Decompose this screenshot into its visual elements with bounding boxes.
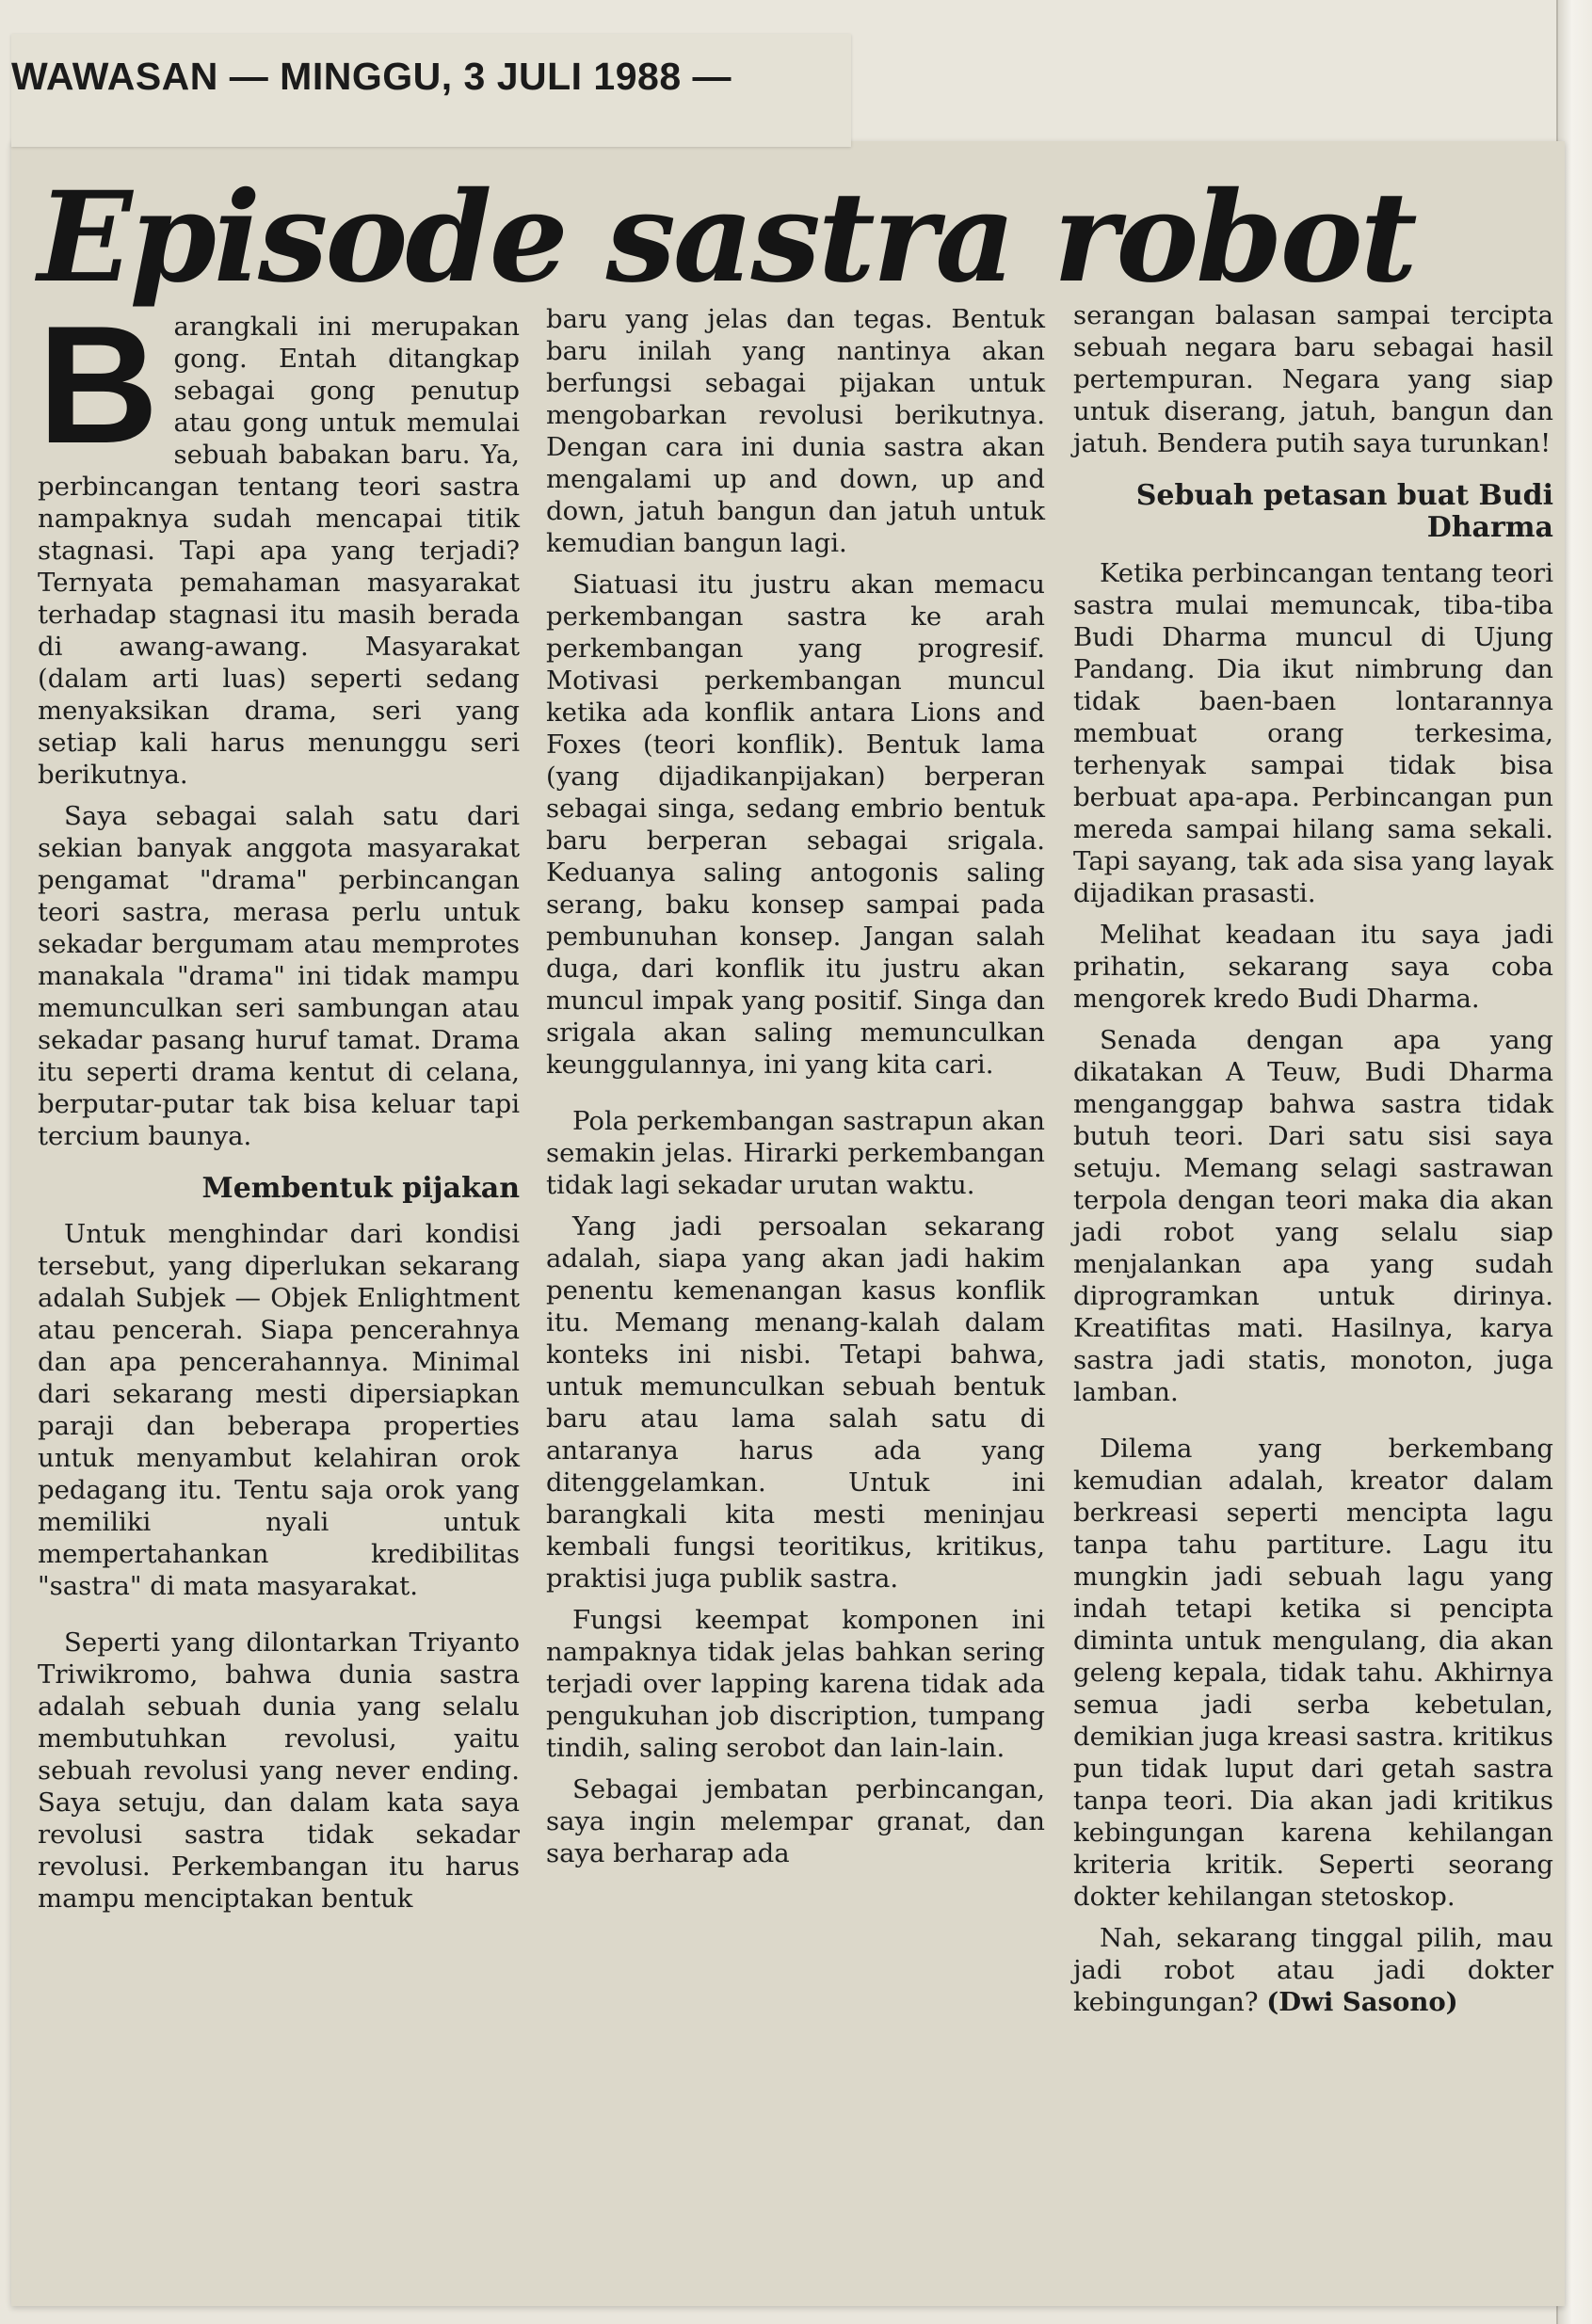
drop-cap: B — [38, 291, 159, 478]
paragraph-text: Nah, sekarang tinggal pilih, mau jadi robot atau jadi dokter kebingungan? — [1073, 1923, 1553, 2017]
subheading: Membentuk pijakan — [201, 1172, 520, 1205]
paragraph: serangan balasan sampai tercipta sebuah negara baru sebagai hasil pertempuran. Negara yang siap untuk diserang, jatuh, bangun dan jatuh. Bendera putih saya turunkan! — [1073, 300, 1553, 458]
paragraph — [38, 291, 520, 791]
paragraph — [1073, 1922, 1553, 2018]
paragraph: Dilema yang berkembang kemudian adalah, kreator dalam berkreasi seperti mencipta lagu tanpa tahu partiture. Lagu itu mungkin jadi sebuah lagu yang indah tetapi ketika si pencipta diminta untuk mengulang, dia akan geleng kepala, tidak tahu. Akhirnya semua jadi serba kebetulan, demikian juga kreasi sastra. kritikus pun tidak luput dari getah sastra tanpa teori. Dia akan jadi kritikus kebingungan karena kehilangan kriteria kritik. Seperti seorang dokter kehilangan stetoskop. — [1073, 1434, 1553, 1912]
paragraph: Fungsi keempat komponen ini nampaknya tidak jelas bahkan sering terjadi over lapping karena tidak ada pengukuhan job discription, tumpang tindih, saling serobot dan lain-lain. — [546, 1605, 1045, 1763]
paragraph: Untuk menghindar dari kondisi tersebut, yang diperlukan sekarang adalah Subjek — Objek Enlightment atau pencerah. Siapa pencerahnya dan apa pencerahannya. Minimal dari sekarang mesti dipersiapkan paraji dan beberapa properties untuk menyambut kelahiran orok pedagang itu. Tentu saja orok yang memiliki nyali untuk mempertahankan kredibilitas "sastra" di mata masyarakat. — [38, 1219, 520, 1601]
paragraph: Saya sebagai salah satu dari sekian banyak anggota masyarakat pengamat "drama" perbincangan teori sastra, merasa perlu untuk sekadar bergumam atau memprotes manakala "drama" ini tidak mampu memunculkan seri sambungan atau sekadar pasang huruf tamat. Drama itu seperti drama kentut di celana, berputar-putar tak bisa keluar tapi tercium baunya. — [38, 801, 520, 1151]
headline: Episode sastra robot — [38, 165, 1415, 311]
subheading: Sebuah petasan buat Budi Dharma — [1135, 479, 1553, 544]
byline: (Dwi Sasono) — [1266, 1987, 1458, 2017]
paragraph: Seperti yang dilontarkan Triyanto Triwikromo, bahwa dunia sastra adalah sebuah dunia yang selalu membutuhkan revolusi, yaitu sebuah revolusi yang never ending. Saya setuju, dan dalam kata saya revolusi sastra tidak sekadar revolusi. Perkembangan itu harus mampu menciptakan bentuk — [38, 1627, 520, 1914]
paragraph: Ketika perbincangan tentang teori sastra mulai memuncak, tiba-tiba Budi Dharma muncul di Ujung Pandang. Dia ikut nimbrung dan tidak baen-baen lontarannya membuat orang terkesima, terhenyak sampai tidak bisa berbuat apa-apa. Perbincangan pun mereda sampai hilang sama sekali. Tapi sayang, tak ada sisa yang layak dijadikan prasasti. — [1073, 558, 1553, 908]
paragraph-text: arangkali ini merupakan gong. Entah ditangkap sebagai gong penutup atau gong untuk memulai sebuah babakan baru. Ya, perbincangan tentang teori sastra nampaknya sudah mencapai titik stagnasi. Tapi apa yang terjadi? Ternyata pemahaman masyarakat terhadap stagnasi itu masih berada di awang-awang. Masyarakat (dalam arti luas) seperti sedang menyaksikan drama, seri yang setiap kali harus menunggu seri berikutnya. — [38, 312, 520, 790]
paragraph: Siatuasi itu justru akan memacu perkembangan sastra ke arah perkembangan yang progresif. Motivasi perkembangan muncul ketika ada konflik antara Lions and Foxes (teori konflik). Bentuk lama (yang dijadikanpijakan) berperan sebagai singa, sedang embrio bentuk baru berperan sebagai srigala. Keduanya saling antogonis saling serang, baku konsep sampai pada pembunuhan konsep. Jangan salah duga, dari konflik itu justru akan muncul impak yang positif. Singa dan srigala akan saling memunculkan keunggulannya, ini yang kita cari. — [546, 569, 1045, 1080]
paragraph: baru yang jelas dan tegas. Bentuk baru inilah yang nantinya akan berfungsi sebagai pijakan untuk mengobarkan revolusi berikutnya. Dengan cara ini dunia sastra akan mengalami up and down, up and down, jatuh bangun dan jatuh untuk kemudian bangun lagi. — [546, 304, 1045, 558]
article-column-1 — [38, 291, 520, 2278]
paragraph: Senada dengan apa yang dikatakan A Teuw, Budi Dharma menganggap bahwa sastra tidak butuh teori. Dari satu sisi saya setuju. Memang selagi sastrawan terpola dengan teori maka dia akan jadi robot yang selalu siap menjalankan apa yang sudah diprogramkan untuk dirinya. Kreatifitas mati. Hasilnya, karya sastra jadi statis, monoton, juga lamban. — [1073, 1025, 1553, 1407]
paragraph: Sebagai jembatan perbincangan, saya ingin melempar granat, dan saya berharap ada — [546, 1774, 1045, 1868]
article-column-3 — [1073, 299, 1553, 2276]
article-column-2 — [546, 303, 1045, 2280]
masthead: WAWASAN — MINGGU, 3 JULI 1988 — — [11, 55, 732, 98]
paragraph: Pola perkembangan sastrapun akan semakin jelas. Hirarki perkembangan tidak lagi sekadar urutan waktu. — [546, 1106, 1045, 1200]
paragraph: Melihat keadaan itu saya jadi prihatin, sekarang saya coba mengorek kredo Budi Dharma. — [1073, 920, 1553, 1014]
paragraph: Yang jadi persoalan sekarang adalah, siapa yang akan jadi hakim penentu kemenangan kasus konflik itu. Memang menang-kalah dalam konteks ini nisbi. Tetapi bahwa, untuk memunculkan sebuah bentuk baru atau lama salah satu di antaranya harus ada yang ditenggelamkan. Untuk ini barangkali kita mesti meninjau kembali fungsi teoritikus, kritikus, praktisi juga publik sastra. — [546, 1211, 1045, 1594]
